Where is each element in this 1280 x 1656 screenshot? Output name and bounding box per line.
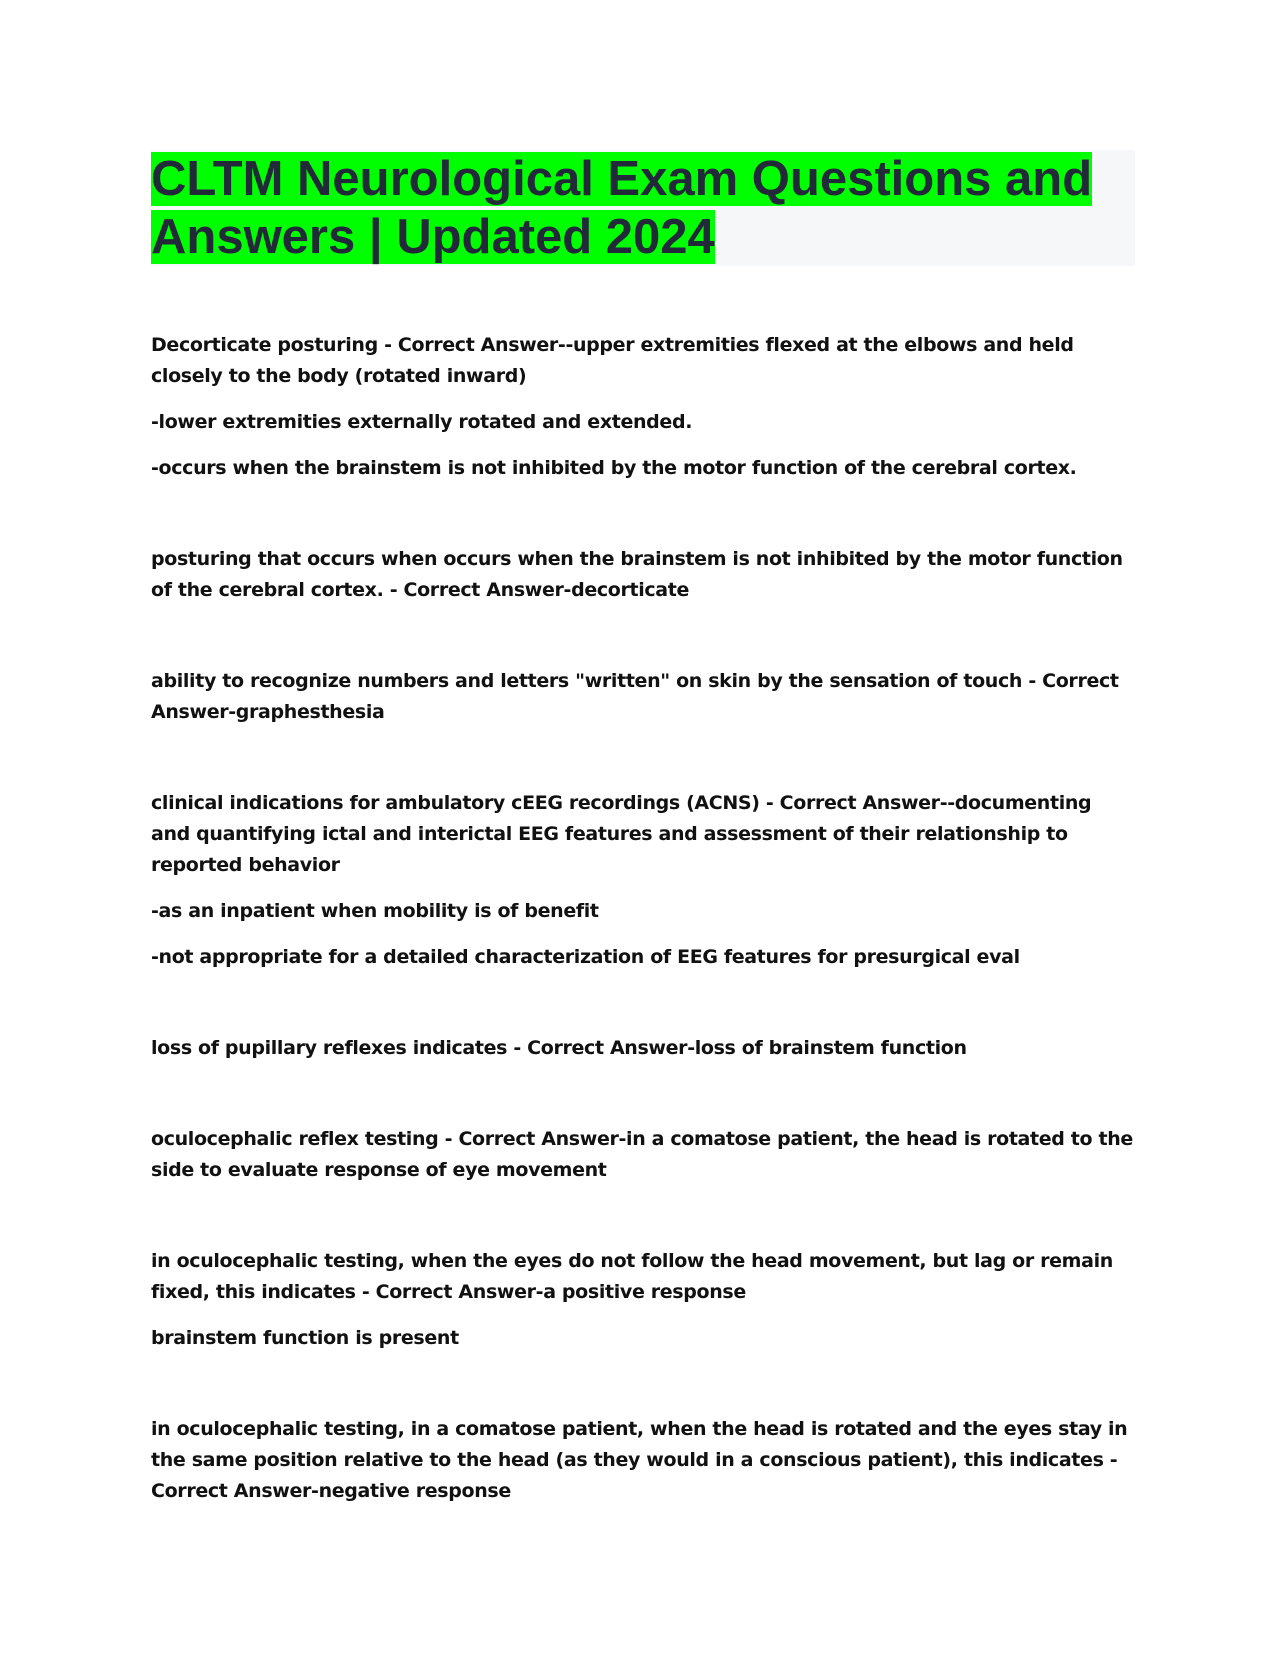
qa-answer-detail: -as an inpatient when mobility is of benefit [151, 900, 599, 922]
qa-question-answer: posturing that occurs when occurs when the brainstem is not inhibited by the motor function of the cerebral cortex. - Correct Answer-decorticate [151, 548, 1123, 601]
qa-entry [151, 788, 1135, 973]
qa-question-answer: loss of pupillary reflexes indicates - Correct Answer-loss of brainstem function [151, 1037, 967, 1059]
qa-question-answer: Decorticate posturing - Correct Answer--upper extremities flexed at the elbows and held closely to the body (rotated inward) [151, 334, 1074, 387]
qa-entry [151, 1414, 1135, 1507]
qa-entry [151, 544, 1135, 606]
document-page [151, 150, 1135, 1567]
qa-question-answer: ability to recognize numbers and letters "written" on skin by the sensation of touch - Correct Answer-graphesthesia [151, 670, 1119, 723]
qa-entries [151, 330, 1135, 1507]
qa-answer-detail: -not appropriate for a detailed characterization of EEG features for presurgical eval [151, 946, 1020, 968]
title-block [151, 150, 1135, 266]
qa-entry [151, 1246, 1135, 1354]
qa-answer-detail: -lower extremities externally rotated and extended. [151, 411, 693, 433]
qa-question-answer: clinical indications for ambulatory cEEG recordings (ACNS) - Correct Answer--documenting and quantifying ictal and interictal EEG features and assessment of their relationship to reported behavior [151, 792, 1092, 876]
qa-answer-detail: brainstem function is present [151, 1327, 459, 1349]
qa-question-answer: in oculocephalic testing, when the eyes do not follow the head movement, but lag or remain fixed, this indicates - Correct Answer-a positive response [151, 1250, 1113, 1303]
title-highlight: CLTM Neurological Exam Questions and Answers | Updated 2024 [151, 152, 1093, 264]
qa-answer-detail: -occurs when the brainstem is not inhibited by the motor function of the cerebral cortex. [151, 457, 1077, 479]
document-title [151, 150, 1135, 266]
qa-question-answer: oculocephalic reflex testing - Correct Answer-in a comatose patient, the head is rotated to the side to evaluate response of eye movement [151, 1128, 1133, 1181]
qa-entry [151, 330, 1135, 484]
qa-entry [151, 666, 1135, 728]
qa-entry [151, 1124, 1135, 1186]
qa-question-answer: in oculocephalic testing, in a comatose patient, when the head is rotated and the eyes stay in the same position relative to the head (as they would in a conscious patient), this indicates - Correct Answer-negative response [151, 1418, 1128, 1502]
qa-entry [151, 1033, 1135, 1064]
